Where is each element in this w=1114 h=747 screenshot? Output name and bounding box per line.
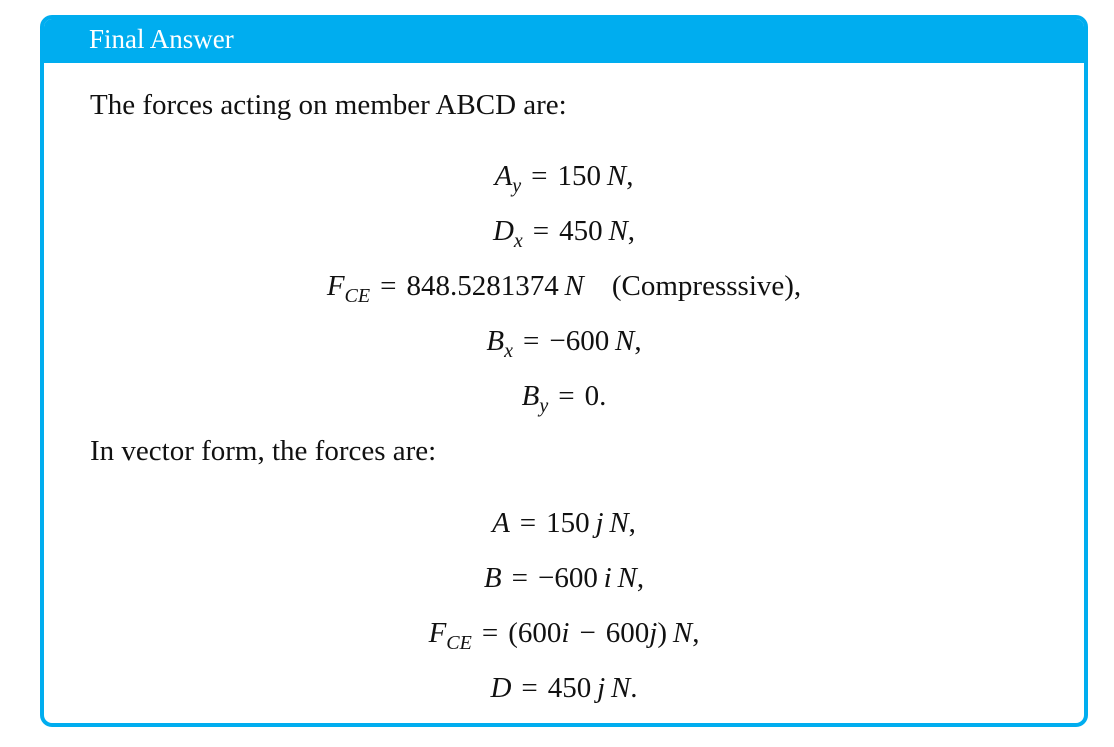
equals-sign: = [380,270,397,302]
eq-subscript: y [512,175,522,197]
vec-tail: , [692,617,700,649]
equation-ay [44,160,1084,197]
vector-equation-fce [44,617,1084,654]
minus-sign: − [579,617,596,649]
vec-value: −600 [537,562,598,594]
vector-equation-a [44,509,1084,538]
eq-unit: N [564,270,584,302]
equals-sign: = [532,215,550,247]
eq-symbol: B [521,380,540,412]
vec-unit: N [617,562,637,594]
unit-vector: i [603,562,612,594]
unit-vector-j: j [649,617,658,649]
box-header [44,19,1084,63]
equals-sign: = [558,380,575,412]
vec-tail: , [636,562,645,594]
eq-value: 848.5281374 [406,270,559,302]
equals-sign: = [519,507,537,539]
vector-equation-b [44,564,1084,593]
vec-unit: N [672,617,693,649]
eq-tail: , [626,160,634,192]
eq-subscript: x [513,230,523,252]
eq-note: (Compresssive), [611,270,802,302]
unit-vector: j [597,672,606,704]
equation-bx [44,325,1084,362]
unit-vector: j [595,507,604,539]
eq-value: −600 [549,325,610,357]
eq-symbol: F [326,270,345,302]
eq-unit: N [608,215,628,247]
vec-open: (600 [508,617,562,649]
vec-tail: , [628,507,636,539]
vec-value: 450 [547,672,592,704]
eq-symbol: A [494,160,513,192]
unit-vector-i: i [561,617,570,649]
eq-subscript: x [504,340,513,362]
vec-lhs: B [483,562,502,594]
equals-sign: = [531,160,548,192]
equation-fce [44,270,1084,307]
vec-lhs: A [492,507,510,539]
vec-tail: . [630,672,638,704]
eq-symbol: B [486,325,505,357]
eq-unit: N [606,160,627,192]
vec-mid: 600 [605,617,650,649]
equation-by [44,380,1084,417]
vec-value: 150 [546,507,590,539]
equals-sign: = [481,617,499,649]
vector-equation-d [44,674,1084,703]
equals-sign: = [522,325,540,357]
equals-sign: = [511,562,528,594]
final-answer-box [40,15,1088,727]
eq-tail: , [634,325,642,357]
equals-sign: = [521,672,538,704]
vec-unit: N [609,507,629,539]
eq-value: 150 [557,160,602,192]
vec-lhs-subscript: CE [446,632,472,654]
eq-value: 0. [584,380,607,412]
eq-value: 450 [559,215,603,247]
box-title: Final Answer [89,24,234,54]
eq-subscript: y [539,395,549,417]
vec-lhs: D [490,672,512,704]
vector-intro-text: In vector form, the forces are: [90,435,437,467]
vec-lhs: F [428,617,447,649]
equation-dx [44,215,1084,252]
intro-text: The forces acting on member ABCD are: [90,89,567,121]
eq-tail: , [627,215,636,247]
vec-unit: N [610,672,631,704]
eq-unit: N [615,325,635,357]
eq-symbol: D [492,215,514,247]
vec-close: ) [657,617,668,649]
eq-subscript: CE [344,285,371,307]
